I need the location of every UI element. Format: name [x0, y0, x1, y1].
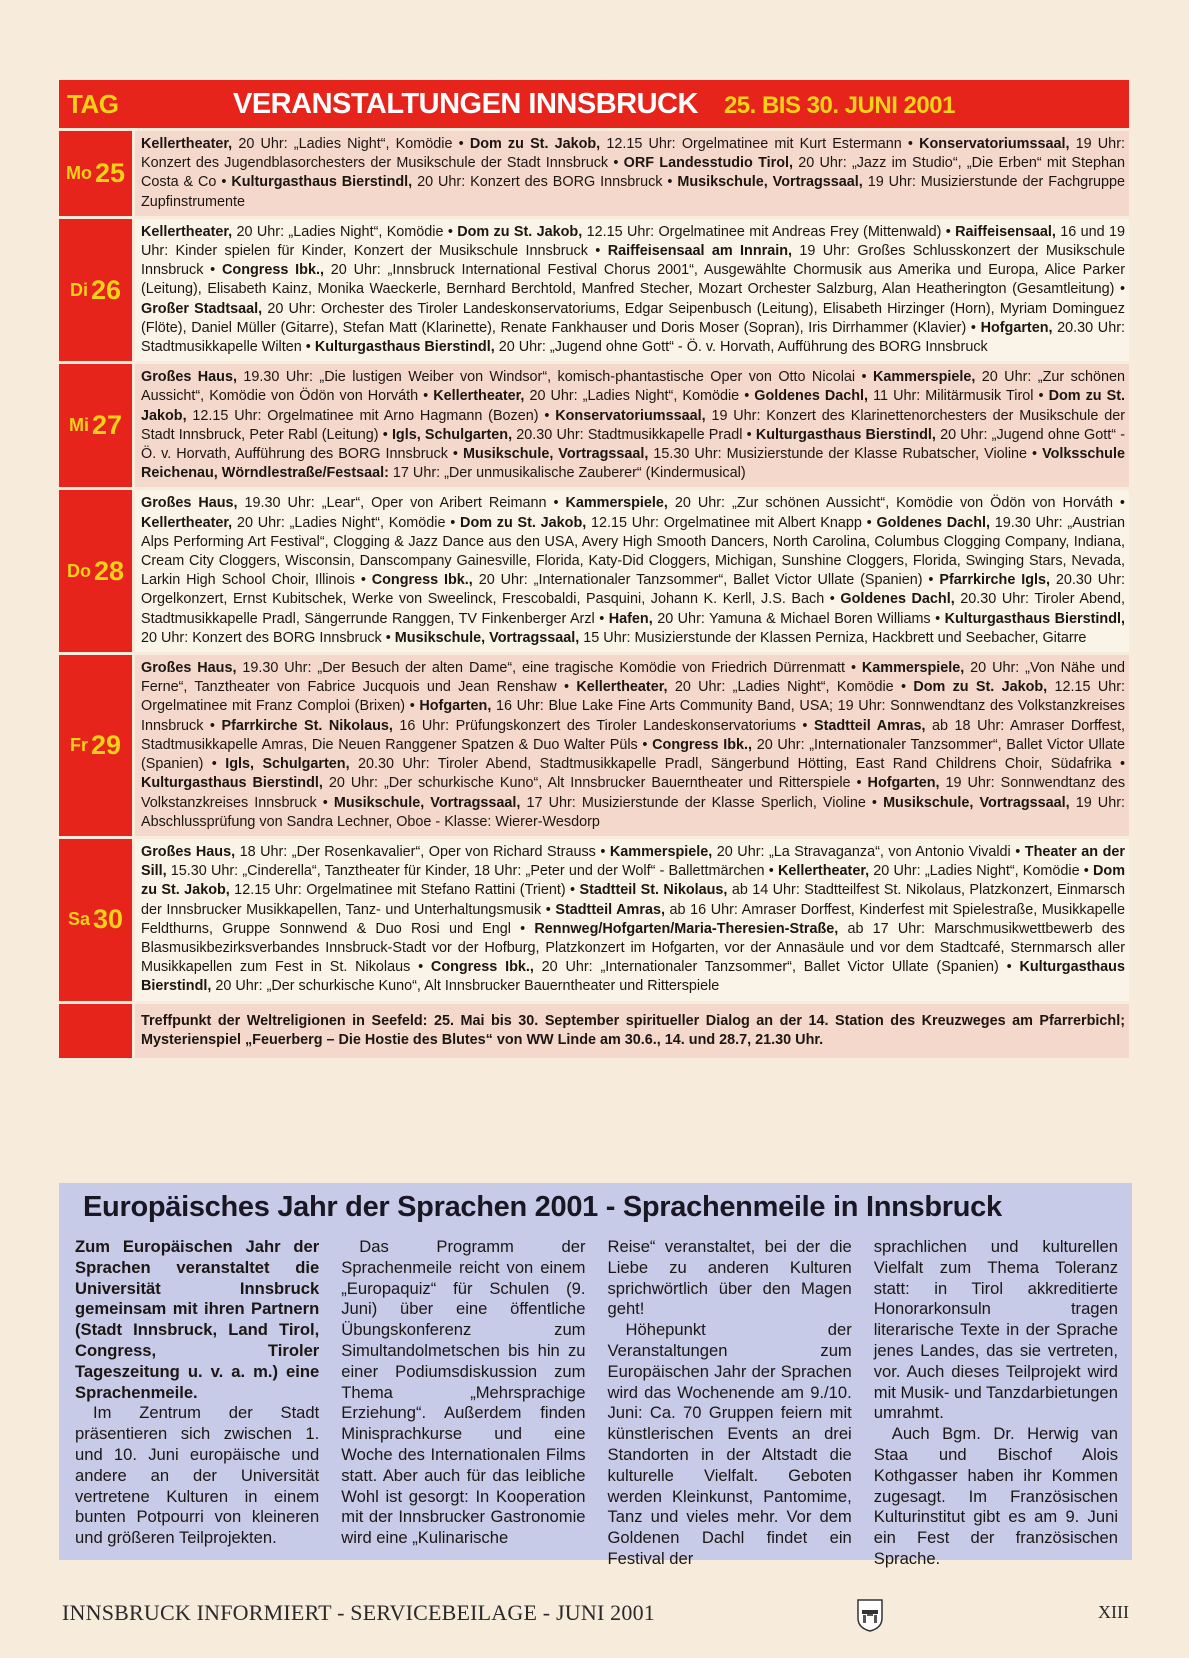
- event-details: 19.30 Uhr: „Lear“, Oper von Aribert Reimann •: [237, 495, 566, 512]
- day-row: [59, 131, 1129, 219]
- event-details: 20 Uhr: „Ladies Night“, Komödie •: [524, 388, 755, 405]
- article-title: Europäisches Jahr der Sprachen 2001 - Sprachenmeile in Innsbruck: [83, 1191, 1002, 1223]
- weekday: Mi: [68, 415, 89, 436]
- event-details: 16 Uhr: Prüfungskonzert des Tiroler Landeskonservatoriums •: [392, 717, 814, 734]
- event-details: 20 Uhr: „Ladies Night“, Komödie •: [232, 514, 461, 531]
- weekday: Mo: [65, 162, 92, 183]
- event-details: 20 Uhr: „Der schurkische Kuno“, Alt Innsbrucker Bauerntheater und Ritterspiele: [211, 978, 720, 995]
- venue-name: Großes Haus,: [141, 369, 237, 386]
- event-details: 20 Uhr: „Ladies Night“, Komödie •: [232, 136, 470, 152]
- venue-name: Volksschule Reichenau, Wörndlestraße/Festsaal:: [141, 446, 1125, 482]
- venue-name: Kellertheater,: [141, 223, 233, 240]
- event-details: 20 Uhr: „Von Nähe und Ferne“, Tanztheater von Fabrice Jucquois und Jean Renshaw •: [141, 660, 1125, 696]
- event-details: 19 Uhr: Konzert des Klarinettenorchesters der Musikschule der Stadt Innsbruck, Peter Rabl (Leitung) •: [141, 407, 1125, 443]
- venue-name: Congress Ibk.,: [652, 736, 753, 753]
- article-paragraph: Reise“ veranstaltet, bei der die Liebe zu anderen Kulturen sprichwörtlich über den Magen geht!: [607, 1237, 852, 1319]
- venue-name: Kellertheater,: [777, 863, 870, 880]
- event-details: 19 Uhr: Musizierstunde der Fachgruppe Zupfinstrumente: [141, 174, 1125, 210]
- venue-name: Großes Haus,: [141, 495, 238, 512]
- venue-name: Raiffeisensaal am Innrain,: [607, 243, 793, 260]
- venue-name: Kammerspiele,: [565, 495, 668, 512]
- day-events: [135, 839, 1129, 1001]
- venue-name: Dom zu St. Jakob,: [469, 136, 601, 152]
- event-details: 18 Uhr: „Der Rosenkavalier“, Oper von Richard Strauss •: [235, 843, 610, 860]
- venue-name: Musikschule, Vortragssaal,: [394, 629, 580, 646]
- day-number: 30: [92, 904, 124, 935]
- event-details: 17 Uhr: Musizierstunde der Klasse Sperlich, Violine •: [520, 794, 884, 811]
- day-row: [59, 219, 1129, 364]
- day-label: [59, 219, 135, 361]
- venue-name: Musikschule, Vortragssaal,: [333, 794, 521, 811]
- event-details: 20 Uhr: „Jazz im Studio“, „Die Erben“ mit Stephan Costa & Co •: [141, 155, 1125, 191]
- article-paragraph: Höhepunkt der Veranstaltungen zum Europäischen Jahr der Sprachen wird das Wochenende am 9./10. Juni: Ca. 70 Gruppen feiern mit künstlerischen Events an drei Standorten in der Altstadt die kulturelle Vielfalt. Geboten werden Kleinkunst, Pantomime, Tanz und vieles mehr. Vor dem Goldenen Dachl findet ein Festival der: [607, 1320, 852, 1568]
- event-details: 12.15 Uhr: Orgelmatinee mit Arno Hagmann (Bozen) •: [186, 407, 556, 424]
- event-details: 20 Uhr: Konzert des BORG Innsbruck •: [141, 629, 395, 646]
- venue-name: Konservatoriumssaal,: [555, 407, 706, 424]
- venue-name: Goldenes Dachl,: [876, 514, 990, 531]
- day-events: [135, 219, 1129, 361]
- event-details: 19 Uhr: Konzert des Jugendblasorchesters der Musikschule der Stadt Innsbruck •: [141, 136, 1125, 172]
- event-details: 20.30 Uhr: Tiroler Abend, Stadtmusikkapelle Pradl, Sängerrunde Ranggen, TV Finkenberger Arzl •: [141, 591, 1125, 627]
- venue-name: Hofgarten,: [867, 775, 940, 792]
- day-number: 25: [94, 157, 126, 188]
- event-details: 19.30 Uhr: „Der Besuch der alten Dame“, eine tragische Komödie von Friedrich Dürrenmatt •: [236, 660, 862, 677]
- article-intro: Zum Europäischen Jahr der Sprachen veranstaltet die Universität Innsbruck gemeinsam mit ihren Partnern (Stadt Innsbruck, Land Tirol, Congress, Tiroler Tageszeitung u. v. a. m.) eine Sprachenmeile.: [75, 1237, 320, 1402]
- venue-name: Theater an der Sill,: [141, 843, 1125, 880]
- event-details: 20 Uhr: „Zur schönen Aussicht“, Komödie von Ödön von Horváth •: [667, 495, 1125, 512]
- day-row: [59, 655, 1129, 839]
- event-details: 17 Uhr: „Der unmusikalische Zauberer“ (Kindermusical): [388, 465, 746, 482]
- day-label: [59, 131, 135, 216]
- event-details: 20 Uhr: „La Stravaganza“, von Antonio Vivaldi •: [712, 843, 1025, 860]
- event-details: 20 Uhr: „Internationaler Tanzsommer“, Ballet Victor Ullate (Spanien) •: [533, 959, 1020, 976]
- footer-text: INNSBRUCK INFORMIERT - SERVICEBEILAGE - JUNI 2001: [62, 1600, 655, 1625]
- note-row: [59, 1004, 1129, 1061]
- day-number: 29: [90, 729, 122, 760]
- event-details: 12.15 Uhr: Orgelmatinee mit Albert Knapp •: [586, 514, 877, 531]
- venue-name: Kulturgasthaus Bierstindl,: [141, 959, 1125, 995]
- event-details: 20 Uhr: „Ladies Night“, Komödie •: [232, 223, 458, 240]
- article-columns: [75, 1237, 1118, 1570]
- event-details: 20 Uhr: „Ladies Night“, Komödie •: [869, 863, 1094, 880]
- article-paragraph: Im Zentrum der Stadt präsentieren sich zwischen 1. und 10. Juni europäische und andere an der Universität vertretene Kulturen in einem bunten Potpourri von kleineren und größeren Teilprojekten.: [75, 1403, 320, 1548]
- event-details: 19 Uhr: Sonnwendtanz des Volkstanzkreises Innsbruck •: [141, 775, 1126, 811]
- event-details: 20 Uhr: „Jugend ohne Gott“ - Ö. v. Horvath, Aufführung des BORG Innsbruck: [494, 339, 988, 356]
- day-column-header: TAG: [67, 89, 119, 119]
- venue-name: Großer Stadtsaal,: [141, 300, 263, 317]
- weekday: Do: [66, 560, 91, 581]
- day-label: [59, 364, 135, 487]
- venue-name: Musikschule, Vortragssaal,: [883, 794, 1070, 811]
- weekday: Fr: [69, 734, 88, 755]
- event-details: 20 Uhr: „Internationaler Tanzsommer“, Ballet Victor Ullate (Spanien) •: [141, 736, 1125, 773]
- event-details: 12.15 Uhr: Orgelmatinee mit Stefano Rattini (Trient) •: [229, 882, 580, 899]
- event-details: ab 17 Uhr: Marschmusikwettbewerb des Blasmusikbezirksverbandes Innsbruck-Stadt vor der Hofburg, Platzkonzert im Hofgarten, vor der Annasäule und vor dem Stadtcafé, Sternmarsch aller Musikkapellen zum Fest in St. Nikolaus •: [141, 920, 1125, 976]
- venue-name: Dom zu St. Jakob,: [913, 679, 1048, 696]
- event-details: 15.30 Uhr: „Cinderella“, Tanztheater für Kinder, 18 Uhr: „Peter und der Wolf“ - Ballettmärchen •: [166, 863, 778, 880]
- events-title: [135, 80, 1129, 128]
- event-details: 16 Uhr: Blue Lake Fine Arts Community Band, USA; 19 Uhr: Sonnwendtanz des Volkstanzkreises Innsbruck •: [141, 698, 1125, 734]
- venue-name: Musikschule, Vortragssaal,: [677, 174, 863, 191]
- venue-name: Dom zu St. Jakob,: [457, 223, 583, 240]
- event-details: 20.30 Uhr: Orgelkonzert, Ernst Kubitschek, Werke von Sweelinck, Frescobaldi, Pasquini, Johann K. Kerll, J.S. Bach •: [141, 572, 1125, 608]
- article-paragraph: Auch Bgm. Dr. Herwig van Staa und Bischof Alois Kothgasser haben ihr Kommen zugesagt. Im Französischen Kulturinstitut gibt es am 9. Juni ein Fest der französischen Sprache.: [873, 1424, 1118, 1568]
- events-date-range: 25. BIS 30. JUNI 2001: [723, 92, 955, 119]
- event-details: 15.30 Uhr: Musizierstunde der Klasse Rubatscher, Violine •: [648, 446, 1043, 463]
- venue-name: Kulturgasthaus Bierstindl,: [755, 426, 936, 443]
- venue-name: Kulturgasthaus Bierstindl,: [141, 775, 323, 792]
- venue-name: ORF Landesstudio Tirol,: [623, 155, 793, 172]
- venue-name: Hofgarten,: [419, 698, 492, 715]
- venue-name: Musikschule, Vortragssaal,: [462, 446, 649, 463]
- event-details: ab 14 Uhr: Stadtteilfest St. Nikolaus, Platzkonzert, Einmarsch der Innsbrucker Musikkapellen, Tanz- und Unterhaltungsmusik •: [141, 882, 1125, 918]
- event-details: ab 16 Uhr: Amraser Dorffest, Kinderfest mit Spielestraße, Musikkapelle Feldthurns, Gruppe Sonnwend & Duo Rosi und Engl •: [141, 901, 1125, 937]
- venue-name: Kammerspiele,: [609, 843, 713, 860]
- weekday: Sa: [67, 909, 90, 930]
- event-details: 20 Uhr: „Innsbruck International Festival Chorus 2001“, Ausgewählte Chormusik aus Amerika und Europa, Alice Parker (Leitung), Elisabeth Kainz, Monika Waeckerle, Bernhard Berchtold, Manfred Stecher, Mozart Orchester Salzburg, Alan Heatherington (Gesamtleitung) •: [141, 262, 1125, 298]
- event-details: 19 Uhr: Abschlussprüfung von Sandra Lechner, Oboe - Klasse: Wierer-Wesdorp: [141, 794, 1125, 830]
- event-details: 19 Uhr: Großes Schlusskonzert der Musikschule Innsbruck •: [141, 243, 1125, 279]
- day-row: [59, 490, 1129, 655]
- venue-name: Kammerspiele,: [872, 369, 976, 386]
- day-row: [59, 364, 1129, 490]
- venue-name: Dom zu St. Jakob,: [460, 514, 587, 531]
- weekday: Di: [69, 279, 88, 300]
- day-events: [135, 364, 1129, 487]
- venue-name: Kulturgasthaus Bierstindl,: [944, 610, 1126, 627]
- event-details: 12.15 Uhr: Orgelmatinee mit Kurt Estermann •: [600, 136, 920, 152]
- venue-name: Hofgarten,: [980, 319, 1053, 336]
- venue-name: Congress Ibk.,: [430, 959, 534, 976]
- article-column-1: [75, 1237, 319, 1570]
- page-number: XIII: [1098, 1602, 1129, 1622]
- event-details: 20 Uhr: „Jugend ohne Gott“ - Ö. v. Horvath, Aufführung des BORG Innsbruck •: [141, 426, 1126, 463]
- event-details: 20 Uhr: „Zur schönen Aussicht“, Komödie von Ödön von Horváth •: [141, 369, 1125, 405]
- venue-name: Kellertheater,: [433, 388, 525, 405]
- day-label: [59, 655, 135, 836]
- venue-name: Dom zu St. Jakob,: [141, 863, 1125, 899]
- event-details: 20.30 Uhr: Stadtmusikkapelle Wilten •: [141, 319, 1125, 356]
- venue-name: Rennweg/Hofgarten/Maria-Theresien-Straße,: [534, 920, 839, 937]
- venue-name: Pfarrkirche Igls,: [939, 572, 1051, 589]
- events-rows: [59, 131, 1129, 1004]
- event-details: 19.30 Uhr: „Die lustigen Weiber von Windsor“, komisch-phantastische Oper von Otto Nicolai •: [236, 369, 873, 386]
- venue-name: Congress Ibk.,: [371, 572, 473, 589]
- day-events: [135, 490, 1129, 652]
- venue-name: Stadtteil Amras,: [813, 717, 926, 734]
- article-column-2: [341, 1237, 585, 1570]
- venue-name: Dom zu St. Jakob,: [141, 388, 1125, 424]
- day-number: 28: [93, 555, 125, 586]
- day-number: 26: [90, 274, 122, 305]
- venue-name: Kulturgasthaus Bierstindl,: [314, 339, 495, 356]
- event-details: ab 18 Uhr: Amraser Dorffest, Stadtmusikkapelle Amras, Die Neuen Ranggener Spatzen & Duo Walter Püls •: [141, 717, 1125, 753]
- day-events: [135, 655, 1129, 836]
- day-events: [135, 131, 1129, 216]
- event-details: 12.15 Uhr: Orgelmatinee mit Andreas Frey (Mittenwald) •: [582, 223, 956, 240]
- venue-name: Raiffeisensaal,: [955, 223, 1056, 240]
- venue-name: Igls, Schulgarten,: [225, 756, 350, 773]
- event-details: 20 Uhr: „Ladies Night“, Komödie •: [667, 679, 914, 696]
- city-crest-icon: [856, 1598, 884, 1632]
- note-day-cell: [59, 1004, 135, 1058]
- venue-name: Kammerspiele,: [861, 660, 965, 677]
- events-title-text: VERANSTALTUNGEN INNSBRUCK: [233, 88, 698, 120]
- venue-name: Congress Ibk.,: [222, 262, 324, 279]
- event-details: 20.30 Uhr: Tiroler Abend, Stadtmusikkapelle Pradl, Sängerbund Hötting, East Rand Childrens Choir, Südafrika •: [349, 756, 1126, 773]
- article-paragraph: Das Programm der Sprachenmeile reicht von einem „Europaquiz“ für Schulen (9. Juni) über eine öffentliche Übungskonferenz zum Simultandolmetschen bis hin zu einer Podiumsdiskussion zum Thema „Mehrsprachige Erziehung“. Außerdem finden Minisprachkurse und eine Woche des Internationalen Films statt. Aber auch für das leibliche Wohl ist gesorgt: In Kooperation mit der Innsbrucker Gastronomie wird eine „Kulinarische: [341, 1237, 586, 1548]
- day-label: [59, 839, 135, 1001]
- note-text: Treffpunkt der Weltreligionen in Seefeld: 25. Mai bis 30. September spiritueller Dialog an der 14. Station des Kreuzweges am Pfarrerbichl; Mysterienspiel „Feuerberg – Die Hostie des Blutes“ von WW Linde am 30.6., 14. und 28.7, 21.30 Uhr.: [135, 1004, 1129, 1058]
- event-details: 15 Uhr: Musizierstunde der Klassen Perniza, Hackbrett und Seebacher, Gitarre: [579, 629, 1087, 646]
- article-box: [59, 1183, 1132, 1568]
- event-details: 20 Uhr: „Der schurkische Kuno“, Alt Innsbrucker Bauerntheater und Ritterspiele •: [322, 775, 868, 792]
- events-header: [59, 80, 1129, 131]
- venue-name: Großes Haus,: [141, 660, 237, 677]
- venue-name: Pfarrkirche St. Nikolaus,: [221, 717, 393, 734]
- venue-name: Kellertheater,: [576, 679, 668, 696]
- venue-name: Stadtteil St. Nikolaus,: [579, 882, 728, 899]
- venue-name: Stadtteil Amras,: [555, 901, 665, 918]
- event-details: 20 Uhr: Konzert des BORG Innsbruck •: [412, 174, 678, 191]
- day-number: 27: [91, 410, 123, 441]
- event-details: 20.30 Uhr: Stadtmusikkapelle Pradl •: [512, 426, 756, 443]
- venue-name: Kellertheater,: [141, 514, 233, 531]
- venue-name: Goldenes Dachl,: [754, 388, 869, 405]
- event-details: 11 Uhr: Militärmusik Tirol •: [868, 388, 1049, 405]
- event-details: 12.15 Uhr: Orgelmatinee mit Franz Comploi (Brixen) •: [141, 679, 1126, 715]
- article-paragraph: sprachlichen und kulturellen Vielfalt zum Thema Toleranz statt: in Tirol akkreditierte Honorarkonsuln tragen literarische Texte in der Sprache jenes Landes, das sie vertreten, vor. Auch dieses Teilprojekt wird mit Musik- und Tanzdarbietungen umrahmt.: [873, 1237, 1118, 1423]
- event-details: 20 Uhr: „Internationaler Tanzsommer“, Ballet Victor Ullate (Spanien) •: [472, 572, 940, 589]
- venue-name: Kulturgasthaus Bierstindl,: [231, 174, 413, 191]
- article-column-4: [874, 1237, 1118, 1570]
- event-details: 19.30 Uhr: „Austrian Alps Performing Art Festival“, Clogging & Jazz Dance aus den USA, Avery High Smooth Dancers, North Carolina, Columbus Clogging Company, Indiana, Cream City Cloggers, Wisconsin, Danscompany Gainesville, Florida, Katy-Did Cloggers, Michigan, Sunshine Cloggers, Florida, Swinging Stars, Nevada, Larkin High School Choir, Illinois •: [141, 514, 1126, 589]
- event-details: 20 Uhr: Orchester des Tiroler Landeskonservatoriums, Edgar Seipenbusch (Leitung), Elisabeth Hirzinger (Horn), Myriam Dominguez (Flöte), Daniel Müller (Gitarre), Stefan Matt (Klarinette), Renate Fankhauser und Doris Moser (Sopran), Iris Dirrhammer (Klavier) •: [141, 300, 1125, 336]
- event-details: 16 und 19 Uhr: Kinder spielen für Kinder, Konzert der Musikschule Innsbruck •: [141, 223, 1125, 260]
- venue-name: Konservatoriumssaal,: [919, 136, 1070, 152]
- event-details: 20 Uhr: Yamuna & Michael Boren Williams •: [652, 610, 945, 627]
- events-table: [59, 80, 1129, 1061]
- venue-name: Kellertheater,: [141, 136, 233, 152]
- venue-name: Hafen,: [608, 610, 653, 627]
- venue-name: Goldenes Dachl,: [840, 591, 955, 608]
- day-row: [59, 839, 1129, 1004]
- venue-name: Igls, Schulgarten,: [391, 426, 513, 443]
- article-column-3: [608, 1237, 852, 1570]
- day-label: [59, 490, 135, 652]
- venue-name: Großes Haus,: [141, 843, 236, 860]
